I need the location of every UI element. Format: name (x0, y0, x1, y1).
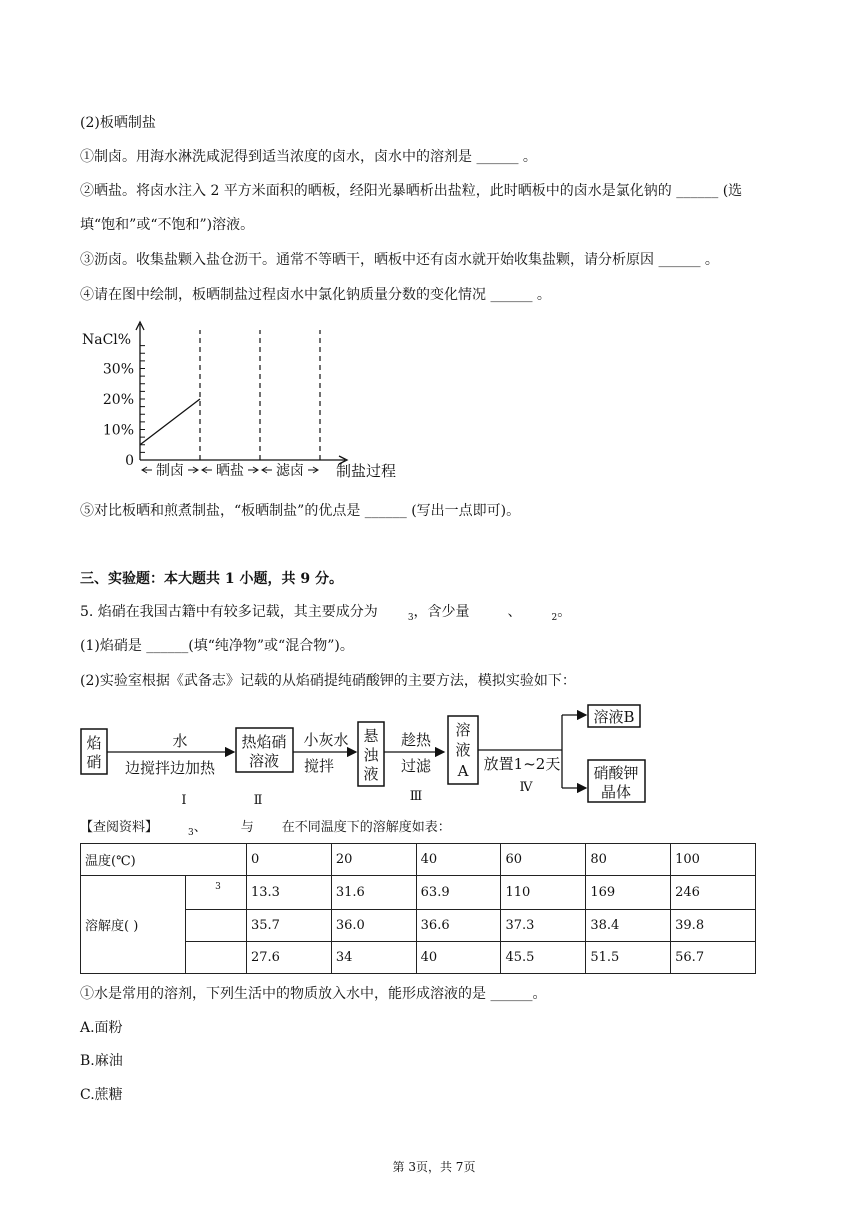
box-hot-solution-line1: 热焰硝 (241, 733, 287, 751)
table-cell: 13.3 (247, 876, 332, 910)
y-tick-label: 10% (102, 422, 134, 439)
box-solution-b-label: 溶液B (593, 708, 635, 726)
question-2-5: ⑤对比板晒和煎煮制盐，“板晒制盐”的优点是 ______ (写出一点即可)。 (80, 503, 521, 519)
stage-label: 滤卤 (276, 463, 304, 479)
box-solution-a-line3: A (457, 762, 469, 780)
step-2-label: Ⅱ (253, 793, 263, 808)
arrow-4-label: 放置1~2天 (483, 755, 561, 773)
process-flow-diagram (78, 700, 678, 810)
step-1-label: Ⅰ (181, 793, 187, 808)
question-2-1: ①制卤。用海水淋洗咸泥得到适当浓度的卤水，卤水中的溶剂是 ______ 。 (80, 149, 537, 165)
box-solution-a-line2: 液 (455, 741, 471, 759)
y-tick-label: 20% (102, 392, 134, 408)
table-cell: 38.4 (586, 910, 671, 942)
table-cell: 246 (671, 876, 756, 910)
table-cell: 0 (247, 844, 332, 876)
arrow-1-label-top: 水 (172, 732, 188, 750)
question-2-2b: 填“饱和”或“不饱和”)溶液。 (80, 217, 255, 233)
table-cell: 31.6 (331, 876, 416, 910)
question-water: ①水是常用的溶剂，下列生活中的物质放入水中，能形成溶液的是 ______。 (80, 986, 547, 1002)
table-cell (186, 942, 247, 974)
question-5-1: (1)焰硝是 ______(填“纯净物”或“混合物”)。 (80, 638, 354, 654)
table-cell: 100 (671, 844, 756, 876)
arrow-2-label-top: 小灰水 (303, 731, 349, 749)
table-cell: 40 (416, 942, 501, 974)
question-5-intro: 5. 焰硝在我国古籍中有较多记载，其主要成分为 $_3$，含少量 、 $_2$。 (80, 604, 572, 623)
box-hot-solution-line2: 溶液 (248, 752, 280, 770)
table-cell: 37.3 (501, 910, 586, 942)
question-2-2a: ②晒盐。将卤水注入 2 平方米面积的晒板，经阳光暴晒析出盐粒，此时晒板中的卤水是氯化钠的 ______ (选 (80, 183, 743, 199)
reference-line: 【查阅资料】 $_3$、 与 在不同温度下的溶解度如表： (80, 820, 451, 838)
box-yanxiao-line2: 硝 (86, 753, 102, 771)
arrow-3-label-top: 趁热 (400, 731, 432, 749)
option-c: C.蔗糖 (80, 1087, 123, 1103)
table-cell: 63.9 (416, 876, 501, 910)
arrow-1-label-bottom: 边搅拌边加热 (124, 759, 216, 777)
box-suspension-line3: 液 (363, 765, 379, 783)
table-cell: 56.7 (671, 942, 756, 974)
stage-label: 制卤 (156, 463, 184, 479)
table-cell: 110 (501, 876, 586, 910)
table-cell: 35.7 (247, 910, 332, 942)
series-line (140, 399, 200, 445)
table-cell: 169 (586, 876, 671, 910)
table-cell: 34 (331, 942, 416, 974)
table-row (81, 876, 756, 910)
y-axis-label: NaCl% (82, 332, 132, 348)
table-cell: 36.0 (331, 910, 416, 942)
table-header-solubility: 溶解度( ) (81, 876, 186, 974)
table-cell: 20 (331, 844, 416, 876)
table-cell: 36.6 (416, 910, 501, 942)
box-crystal-line2: 晶体 (600, 783, 632, 801)
table-cell: 80 (586, 844, 671, 876)
question-5-2: (2)实验室根据《武备志》记载的从焰硝提纯硝酸钾的主要方法，模拟实验如下： (80, 673, 576, 689)
table-cell: 45.5 (501, 942, 586, 974)
stage-label: 晒盐 (216, 463, 244, 479)
box-crystal-line1: 硝酸钾 (593, 764, 639, 782)
arrow-3-label-bottom: 过滤 (400, 757, 432, 775)
table-cell: 27.6 (247, 942, 332, 974)
table-row (81, 844, 756, 876)
table-cell: 51.5 (586, 942, 671, 974)
solubility-table (80, 843, 756, 974)
part2-heading: (2)板晒制盐 (80, 115, 156, 131)
y-tick-label: 0 (125, 453, 134, 469)
box-solution-a-line1: 溶 (455, 721, 471, 739)
page-footer: 第 3页，共 7页 (392, 1160, 476, 1174)
table-cell: 40 (416, 844, 501, 876)
table-cell: 39.8 (671, 910, 756, 942)
step-3-label: Ⅲ (409, 789, 423, 804)
box-suspension-line2: 浊 (363, 746, 379, 764)
table-cell (186, 910, 247, 942)
arrow-2-label-bottom: 搅拌 (303, 757, 335, 775)
nacl-chart (78, 318, 408, 488)
box-suspension-line1: 悬 (363, 727, 379, 745)
table-cell: 60 (501, 844, 586, 876)
row1-substance-sub: 3 (215, 882, 221, 892)
table-header-temp: 温度(℃) (81, 844, 247, 876)
box-yanxiao-line1: 焰 (86, 734, 102, 752)
question-2-4: ④请在图中绘制，板晒制盐过程卤水中氯化钠质量分数的变化情况 ______ 。 (80, 287, 551, 303)
x-axis-label: 制盐过程 (336, 462, 397, 480)
question-2-3: ③沥卤。收集盐颗入盐仓沥干。通常不等晒干，晒板中还有卤水就开始收集盐颗，请分析原因 ______ 。 (80, 252, 719, 268)
step-4-label: Ⅳ (519, 780, 533, 795)
option-b: B.麻油 (80, 1053, 123, 1069)
option-a: A.面粉 (80, 1020, 123, 1036)
section-heading: 三、实验题：本大题共 1 小题，共 9 分。 (80, 571, 343, 587)
y-tick-label: 30% (102, 361, 134, 378)
